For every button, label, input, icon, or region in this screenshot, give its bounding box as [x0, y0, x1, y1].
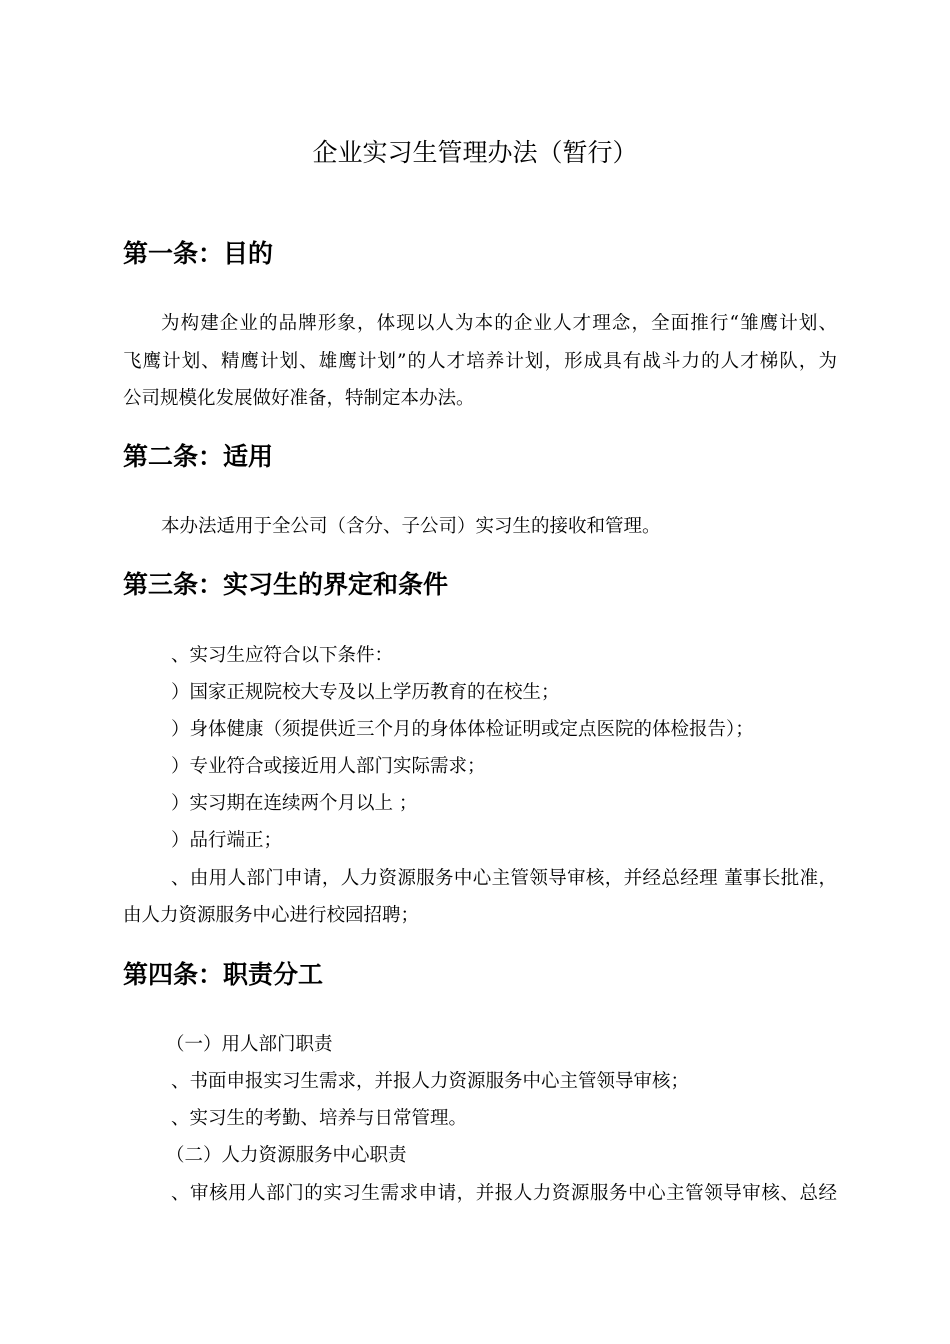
section-heading-scope: 第二条：适用	[123, 442, 274, 471]
list-item: ）品行端正；	[171, 830, 283, 851]
list-item: ）身体健康（须提供近三个月的身体体检证明或定点医院的体检报告）；	[171, 719, 754, 740]
list-item: ）国家正规院校大专及以上学历教育的在校生；	[171, 682, 560, 703]
subsection-heading: （一）用人部门职责	[166, 1034, 333, 1055]
paragraph-line: 本办法适用于全公司（含分、子公司）实习生的接收和管理。	[161, 516, 661, 537]
list-item: 由人力资源服务中心进行校园招聘；	[123, 905, 420, 926]
section-heading-definition: 第三条：实习生的界定和条件	[123, 570, 449, 599]
list-item: ）专业符合或接近用人部门实际需求；	[171, 756, 486, 777]
paragraph-line: 为构建企业的品牌形象，体现以人为本的企业人才理念，全面推行“雏鹰计划、	[161, 313, 837, 334]
list-item: ）实习期在连续两个月以上 ；	[171, 793, 418, 814]
paragraph-line: 飞鹰计划、精鹰计划、雄鹰计划”的人才培养计划，形成具有战斗力的人才梯队，为	[123, 351, 837, 372]
subsection-heading: （二）人力资源服务中心职责	[166, 1145, 407, 1166]
document-title: 企业实习生管理办法（暂行）	[312, 138, 638, 167]
list-item: 、审核用人部门的实习生需求申请，并报人力资源服务中心主管领导审核、总经	[171, 1183, 837, 1204]
list-item: 、由用人部门申请，人力资源服务中心主管领导审核，并经总经理 董事长批准，	[171, 868, 837, 889]
list-item: 、实习生应符合以下条件：	[171, 645, 394, 666]
list-item: 、实习生的考勤、培养与日常管理。	[171, 1108, 468, 1129]
section-heading-responsibilities: 第四条：职责分工	[123, 960, 324, 989]
list-item: 、书面申报实习生需求，并报人力资源服务中心主管领导审核；	[171, 1071, 690, 1092]
paragraph-line: 公司规模化发展做好准备，特制定本办法。	[123, 388, 475, 409]
section-heading-purpose: 第一条：目的	[123, 239, 274, 268]
